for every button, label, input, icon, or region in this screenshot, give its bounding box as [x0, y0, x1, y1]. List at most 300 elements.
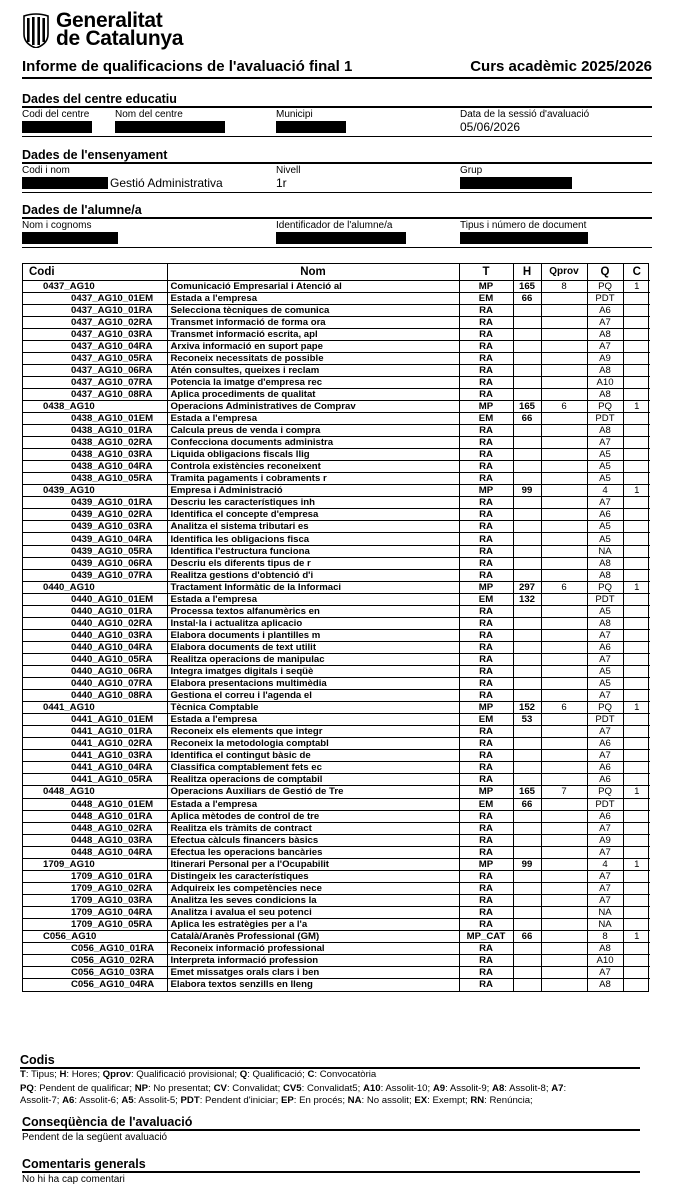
- legend-description: : Convalidat;: [226, 1083, 283, 1094]
- cell-c: [623, 906, 650, 918]
- comments-divider: [22, 1171, 640, 1173]
- cell-qprov: [541, 533, 587, 545]
- cell-codi: 0440_AG10_03RA: [23, 629, 167, 641]
- cell-h: [513, 569, 541, 581]
- cell-nom: Distingeix les característiques: [167, 870, 459, 882]
- cell-nom: Potencia la imatge d'empresa rec: [167, 376, 459, 388]
- cell-q: NA: [587, 918, 623, 930]
- report-title: Informe de qualificacions de l'avaluació final 1: [22, 58, 353, 75]
- legend-description: : Assolit-9;: [445, 1083, 493, 1094]
- codes-title: Codis: [20, 1053, 55, 1067]
- cell-h: [513, 906, 541, 918]
- redacted-group: [460, 177, 572, 189]
- cell-h: [513, 340, 541, 352]
- redacted-centre-code: [22, 121, 92, 133]
- cell-nom: Aplica procediments de qualitat: [167, 388, 459, 400]
- table-row: [23, 653, 650, 665]
- cell-q: A7: [587, 882, 623, 894]
- cell-qprov: [541, 714, 587, 726]
- cell-codi: 0437_AG10_04RA: [23, 340, 167, 352]
- cell-c: [623, 979, 650, 991]
- cell-t: RA: [459, 653, 513, 665]
- cell-c: 1: [623, 858, 650, 870]
- cell-q: PDT: [587, 593, 623, 605]
- cell-h: 165: [513, 280, 541, 292]
- cell-codi: 1709_AG10_01RA: [23, 870, 167, 882]
- cell-q: PQ: [587, 400, 623, 412]
- cell-qprov: [541, 690, 587, 702]
- cell-c: [623, 967, 650, 979]
- legend-description: : Assolit-6;: [74, 1095, 122, 1106]
- cell-nom: Reconeix necessitats de possible: [167, 352, 459, 364]
- cell-nom: Gestiona el correu i l'agenda el: [167, 690, 459, 702]
- cell-codi: 0439_AG10_04RA: [23, 533, 167, 545]
- cell-c: [623, 340, 650, 352]
- session-date-label: Data de la sessió d'avaluació: [460, 109, 590, 120]
- cell-t: RA: [459, 690, 513, 702]
- cell-t: MP: [459, 702, 513, 714]
- cell-h: [513, 557, 541, 569]
- legend-code: A7: [551, 1083, 564, 1094]
- table-row: [23, 593, 650, 605]
- cell-h: 66: [513, 798, 541, 810]
- cell-qprov: [541, 388, 587, 400]
- legend-description: : Qualificació provisional;: [130, 1069, 240, 1080]
- cell-h: 152: [513, 702, 541, 714]
- table-row: [23, 280, 650, 292]
- cell-nom: Tècnica Comptable: [167, 702, 459, 714]
- cell-nom: Estada a l'empresa: [167, 413, 459, 425]
- cell-h: 66: [513, 413, 541, 425]
- cell-h: [513, 870, 541, 882]
- cell-t: MP: [459, 581, 513, 593]
- cell-codi: 0437_AG10_07RA: [23, 376, 167, 388]
- cell-h: [513, 425, 541, 437]
- cell-codi: 0437_AG10_08RA: [23, 388, 167, 400]
- cell-h: [513, 774, 541, 786]
- cell-c: [623, 653, 650, 665]
- cell-t: RA: [459, 328, 513, 340]
- cell-h: [513, 449, 541, 461]
- table-row: [23, 425, 650, 437]
- cell-h: [513, 653, 541, 665]
- cell-h: [513, 364, 541, 376]
- cell-codi: 0437_AG10_02RA: [23, 316, 167, 328]
- cell-nom: Tractament Informàtic de la Informaci: [167, 581, 459, 593]
- cell-codi: 0438_AG10_04RA: [23, 461, 167, 473]
- cell-t: MP: [459, 786, 513, 798]
- cell-codi: 0439_AG10_07RA: [23, 569, 167, 581]
- table-row: [23, 581, 650, 593]
- cell-c: [623, 738, 650, 750]
- cell-codi: 0437_AG10_06RA: [23, 364, 167, 376]
- cell-t: RA: [459, 569, 513, 581]
- cell-t: RA: [459, 304, 513, 316]
- cell-t: RA: [459, 364, 513, 376]
- logo-line-1: Generalitat: [56, 9, 163, 32]
- legend-description: : Pendent d'iniciar;: [199, 1095, 281, 1106]
- cell-qprov: [541, 931, 587, 943]
- cell-codi: 0437_AG10_01RA: [23, 304, 167, 316]
- cell-nom: Itinerari Personal per a l'Ocupabilit: [167, 858, 459, 870]
- cell-q: NA: [587, 545, 623, 557]
- cell-q: A6: [587, 774, 623, 786]
- cell-codi: 0439_AG10_02RA: [23, 509, 167, 521]
- academic-year: Curs acadèmic 2025/2026: [470, 58, 652, 75]
- cell-codi: 0448_AG10_03RA: [23, 834, 167, 846]
- cell-c: 1: [623, 931, 650, 943]
- cell-nom: Català/Aranès Professional (GM): [167, 931, 459, 943]
- cell-h: [513, 533, 541, 545]
- cell-nom: Reconeix els elements que integr: [167, 726, 459, 738]
- table-row: [23, 437, 650, 449]
- legend-code: A8: [492, 1083, 505, 1094]
- legend-description: : No assolit;: [361, 1095, 415, 1106]
- cell-q: A8: [587, 364, 623, 376]
- cell-c: 1: [623, 581, 650, 593]
- cell-qprov: [541, 967, 587, 979]
- cell-q: A10: [587, 955, 623, 967]
- table-row: [23, 497, 650, 509]
- cell-t: MP: [459, 858, 513, 870]
- cell-q: PQ: [587, 702, 623, 714]
- cell-h: [513, 352, 541, 364]
- legend-description: : Hores;: [66, 1069, 103, 1080]
- legend-description: :: [563, 1083, 567, 1094]
- cell-nom: Emet missatges orals clars i ben: [167, 967, 459, 979]
- cell-c: [623, 870, 650, 882]
- cell-t: RA: [459, 906, 513, 918]
- header-nom: Nom: [167, 264, 459, 280]
- cell-c: 1: [623, 400, 650, 412]
- cell-codi: 0440_AG10_06RA: [23, 666, 167, 678]
- cell-q: A6: [587, 810, 623, 822]
- table-row: [23, 894, 650, 906]
- cell-t: RA: [459, 726, 513, 738]
- cell-q: A7: [587, 750, 623, 762]
- cell-h: 66: [513, 931, 541, 943]
- cell-q: 8: [587, 931, 623, 943]
- cell-q: A7: [587, 316, 623, 328]
- cell-h: [513, 750, 541, 762]
- cell-qprov: [541, 738, 587, 750]
- cell-nom: Arxiva informació en suport pape: [167, 340, 459, 352]
- cell-h: 165: [513, 400, 541, 412]
- cell-codi: 0439_AG10_01RA: [23, 497, 167, 509]
- cell-c: [623, 943, 650, 955]
- legend-description: : Tipus;: [25, 1069, 60, 1080]
- cell-codi: 0441_AG10_03RA: [23, 750, 167, 762]
- cell-nom: Integra imatges digitals i seqüè: [167, 666, 459, 678]
- student-section-divider: [22, 217, 652, 219]
- cell-codi: 0437_AG10_03RA: [23, 328, 167, 340]
- table-row: [23, 786, 650, 798]
- table-body: [23, 280, 650, 991]
- cell-q: A8: [587, 569, 623, 581]
- cell-nom: Identifica el contingut bàsic de: [167, 750, 459, 762]
- cell-c: [623, 497, 650, 509]
- cell-t: RA: [459, 943, 513, 955]
- cell-q: PQ: [587, 280, 623, 292]
- cell-qprov: [541, 328, 587, 340]
- cell-t: RA: [459, 557, 513, 569]
- cell-t: RA: [459, 316, 513, 328]
- cell-qprov: [541, 750, 587, 762]
- cell-t: RA: [459, 822, 513, 834]
- cell-c: 1: [623, 702, 650, 714]
- cell-t: RA: [459, 629, 513, 641]
- cell-c: [623, 762, 650, 774]
- cell-c: [623, 509, 650, 521]
- cell-qprov: [541, 413, 587, 425]
- cell-h: 66: [513, 292, 541, 304]
- cell-qprov: [541, 497, 587, 509]
- legend-description: : Pendent de qualificar;: [33, 1083, 135, 1094]
- cell-c: [623, 641, 650, 653]
- cell-t: EM: [459, 413, 513, 425]
- cell-h: 297: [513, 581, 541, 593]
- cell-h: [513, 545, 541, 557]
- cell-t: RA: [459, 545, 513, 557]
- cell-codi: 0441_AG10: [23, 702, 167, 714]
- cell-q: A8: [587, 979, 623, 991]
- cell-codi: 0441_AG10_02RA: [23, 738, 167, 750]
- cell-h: [513, 521, 541, 533]
- cell-qprov: [541, 569, 587, 581]
- cell-c: [623, 364, 650, 376]
- cell-nom: Transmet informació escrita, apl: [167, 328, 459, 340]
- cell-t: RA: [459, 388, 513, 400]
- table-header-row: [23, 264, 650, 280]
- generalitat-logo: [22, 9, 184, 50]
- cell-codi: 0438_AG10_05RA: [23, 473, 167, 485]
- municipality-label: Municipi: [276, 109, 313, 120]
- table-row: [23, 918, 650, 930]
- cell-qprov: 7: [541, 786, 587, 798]
- cell-nom: Efectua les operacions bancàries: [167, 846, 459, 858]
- table-row: [23, 316, 650, 328]
- cell-q: A8: [587, 557, 623, 569]
- cell-qprov: [541, 364, 587, 376]
- cell-h: [513, 726, 541, 738]
- cell-qprov: [541, 473, 587, 485]
- cell-q: A7: [587, 497, 623, 509]
- legend-description: : Convocatòria: [314, 1069, 377, 1080]
- cell-nom: Estada a l'empresa: [167, 798, 459, 810]
- cell-qprov: [541, 316, 587, 328]
- cell-qprov: 6: [541, 581, 587, 593]
- cell-t: RA: [459, 376, 513, 388]
- table-row: [23, 352, 650, 364]
- table-row: [23, 870, 650, 882]
- cell-codi: 1709_AG10_03RA: [23, 894, 167, 906]
- cell-t: EM: [459, 593, 513, 605]
- redacted-teaching-code: [22, 177, 108, 189]
- legend-code: A5: [121, 1095, 134, 1106]
- teaching-bottom-line: [22, 192, 652, 193]
- cell-c: [623, 292, 650, 304]
- cell-t: MP_CAT: [459, 931, 513, 943]
- legend-code: A10: [362, 1083, 381, 1094]
- codes-legend-line-2: [20, 1083, 660, 1095]
- cell-h: [513, 388, 541, 400]
- cell-c: [623, 413, 650, 425]
- cell-nom: Estada a l'empresa: [167, 292, 459, 304]
- cell-nom: Operacions Administratives de Comprav: [167, 400, 459, 412]
- cell-qprov: [541, 304, 587, 316]
- cell-qprov: [541, 545, 587, 557]
- cell-nom: Comunicació Empresarial i Atenció al: [167, 280, 459, 292]
- cell-q: A7: [587, 894, 623, 906]
- cell-nom: Controla existències reconeixent: [167, 461, 459, 473]
- cell-codi: C056_AG10: [23, 931, 167, 943]
- table-row: [23, 304, 650, 316]
- cell-codi: 0438_AG10_03RA: [23, 449, 167, 461]
- legend-description: : Convalidat5;: [301, 1083, 363, 1094]
- cell-codi: 0441_AG10_01EM: [23, 714, 167, 726]
- table-row: [23, 569, 650, 581]
- cell-h: 99: [513, 858, 541, 870]
- legend-description: : Assolit-8;: [504, 1083, 552, 1094]
- cell-c: 1: [623, 786, 650, 798]
- cell-nom: Atén consultes, queixes i reclam: [167, 364, 459, 376]
- cell-nom: Identifica el concepte d'empresa: [167, 509, 459, 521]
- cell-q: A8: [587, 617, 623, 629]
- cell-c: [623, 666, 650, 678]
- cell-qprov: [541, 858, 587, 870]
- cell-nom: Realitza els tràmits de contract: [167, 822, 459, 834]
- cell-nom: Realitza operacions de manipulac: [167, 653, 459, 665]
- legend-description: : No presentat;: [148, 1083, 214, 1094]
- legend-code: RN: [470, 1095, 485, 1106]
- cell-h: [513, 617, 541, 629]
- teaching-name-value: Gestió Administrativa: [110, 176, 223, 190]
- cell-qprov: [541, 955, 587, 967]
- legend-code: Q: [239, 1069, 248, 1080]
- cell-codi: 0441_AG10_05RA: [23, 774, 167, 786]
- table-row: [23, 858, 650, 870]
- cell-q: A8: [587, 425, 623, 437]
- cell-codi: 0448_AG10_01EM: [23, 798, 167, 810]
- table-row: [23, 822, 650, 834]
- cell-q: PQ: [587, 786, 623, 798]
- redacted-municipality: [276, 121, 346, 133]
- cell-qprov: [541, 906, 587, 918]
- cell-t: RA: [459, 340, 513, 352]
- cell-qprov: [541, 774, 587, 786]
- cell-c: [623, 569, 650, 581]
- cell-codi: C056_AG10_03RA: [23, 967, 167, 979]
- cell-nom: Liquida obligacions fiscals llig: [167, 449, 459, 461]
- cell-h: 53: [513, 714, 541, 726]
- legend-code: EX: [414, 1095, 428, 1106]
- teaching-section-title: Dades de l'ensenyament: [22, 148, 168, 162]
- cell-h: [513, 822, 541, 834]
- report-header: [22, 58, 652, 75]
- cell-nom: Realitza operacions de comptabil: [167, 774, 459, 786]
- cell-q: A7: [587, 846, 623, 858]
- table-row: [23, 473, 650, 485]
- cell-q: A6: [587, 304, 623, 316]
- legend-code: A6: [62, 1095, 75, 1106]
- cell-qprov: [541, 437, 587, 449]
- cell-h: [513, 473, 541, 485]
- redacted-student-name: [22, 232, 118, 244]
- cell-codi: 0437_AG10: [23, 280, 167, 292]
- table-row: [23, 846, 650, 858]
- cell-qprov: [541, 666, 587, 678]
- cell-h: 132: [513, 593, 541, 605]
- cell-codi: 0438_AG10_01EM: [23, 413, 167, 425]
- cell-q: A6: [587, 762, 623, 774]
- cell-c: [623, 918, 650, 930]
- cell-c: [623, 557, 650, 569]
- cell-nom: Descriu les característiques inh: [167, 497, 459, 509]
- table-row: [23, 328, 650, 340]
- centre-section-title: Dades del centre educatiu: [22, 92, 177, 106]
- cell-c: [623, 605, 650, 617]
- table-row: [23, 979, 650, 991]
- cell-t: RA: [459, 834, 513, 846]
- cell-h: 165: [513, 786, 541, 798]
- cell-codi: 0440_AG10_07RA: [23, 678, 167, 690]
- cell-q: NA: [587, 906, 623, 918]
- cell-t: RA: [459, 750, 513, 762]
- session-date-value: 05/06/2026: [460, 120, 521, 134]
- table-row: [23, 834, 650, 846]
- cell-c: [623, 810, 650, 822]
- cell-h: [513, 943, 541, 955]
- cell-q: A7: [587, 822, 623, 834]
- cell-nom: Efectua càlculs financers bàsics: [167, 834, 459, 846]
- legend-code: CV: [213, 1083, 227, 1094]
- cell-t: RA: [459, 882, 513, 894]
- cell-h: 99: [513, 485, 541, 497]
- group-label: Grup: [460, 165, 483, 176]
- cell-codi: C056_AG10_02RA: [23, 955, 167, 967]
- cell-c: [623, 473, 650, 485]
- cell-t: RA: [459, 449, 513, 461]
- legend-code: H: [59, 1069, 67, 1080]
- cell-c: [623, 449, 650, 461]
- header-codi: Codi: [23, 264, 167, 280]
- cell-nom: Reconeix informació professional: [167, 943, 459, 955]
- cell-codi: 0448_AG10_04RA: [23, 846, 167, 858]
- cell-nom: Transmet informació de forma ora: [167, 316, 459, 328]
- cell-t: RA: [459, 437, 513, 449]
- cell-qprov: [541, 834, 587, 846]
- cell-t: RA: [459, 774, 513, 786]
- legend-code: A9: [432, 1083, 446, 1094]
- cell-qprov: [541, 605, 587, 617]
- cell-qprov: [541, 593, 587, 605]
- cell-t: EM: [459, 798, 513, 810]
- cell-codi: 1709_AG10: [23, 858, 167, 870]
- table-row: [23, 666, 650, 678]
- cell-codi: 0440_AG10_05RA: [23, 653, 167, 665]
- cell-qprov: [541, 979, 587, 991]
- header-qprov: Qprov: [541, 264, 587, 280]
- cell-nom: Identifica les obligacions fisca: [167, 533, 459, 545]
- cell-c: [623, 545, 650, 557]
- cell-nom: Adquireix les competències nece: [167, 882, 459, 894]
- codes-legend-line-1: [20, 1069, 660, 1081]
- teaching-code-name-label: Codi i nom: [22, 165, 70, 176]
- cell-c: [623, 678, 650, 690]
- table-row: [23, 702, 650, 714]
- cell-codi: C056_AG10_04RA: [23, 979, 167, 991]
- cell-nom: Instal·la i actualitza aplicacio: [167, 617, 459, 629]
